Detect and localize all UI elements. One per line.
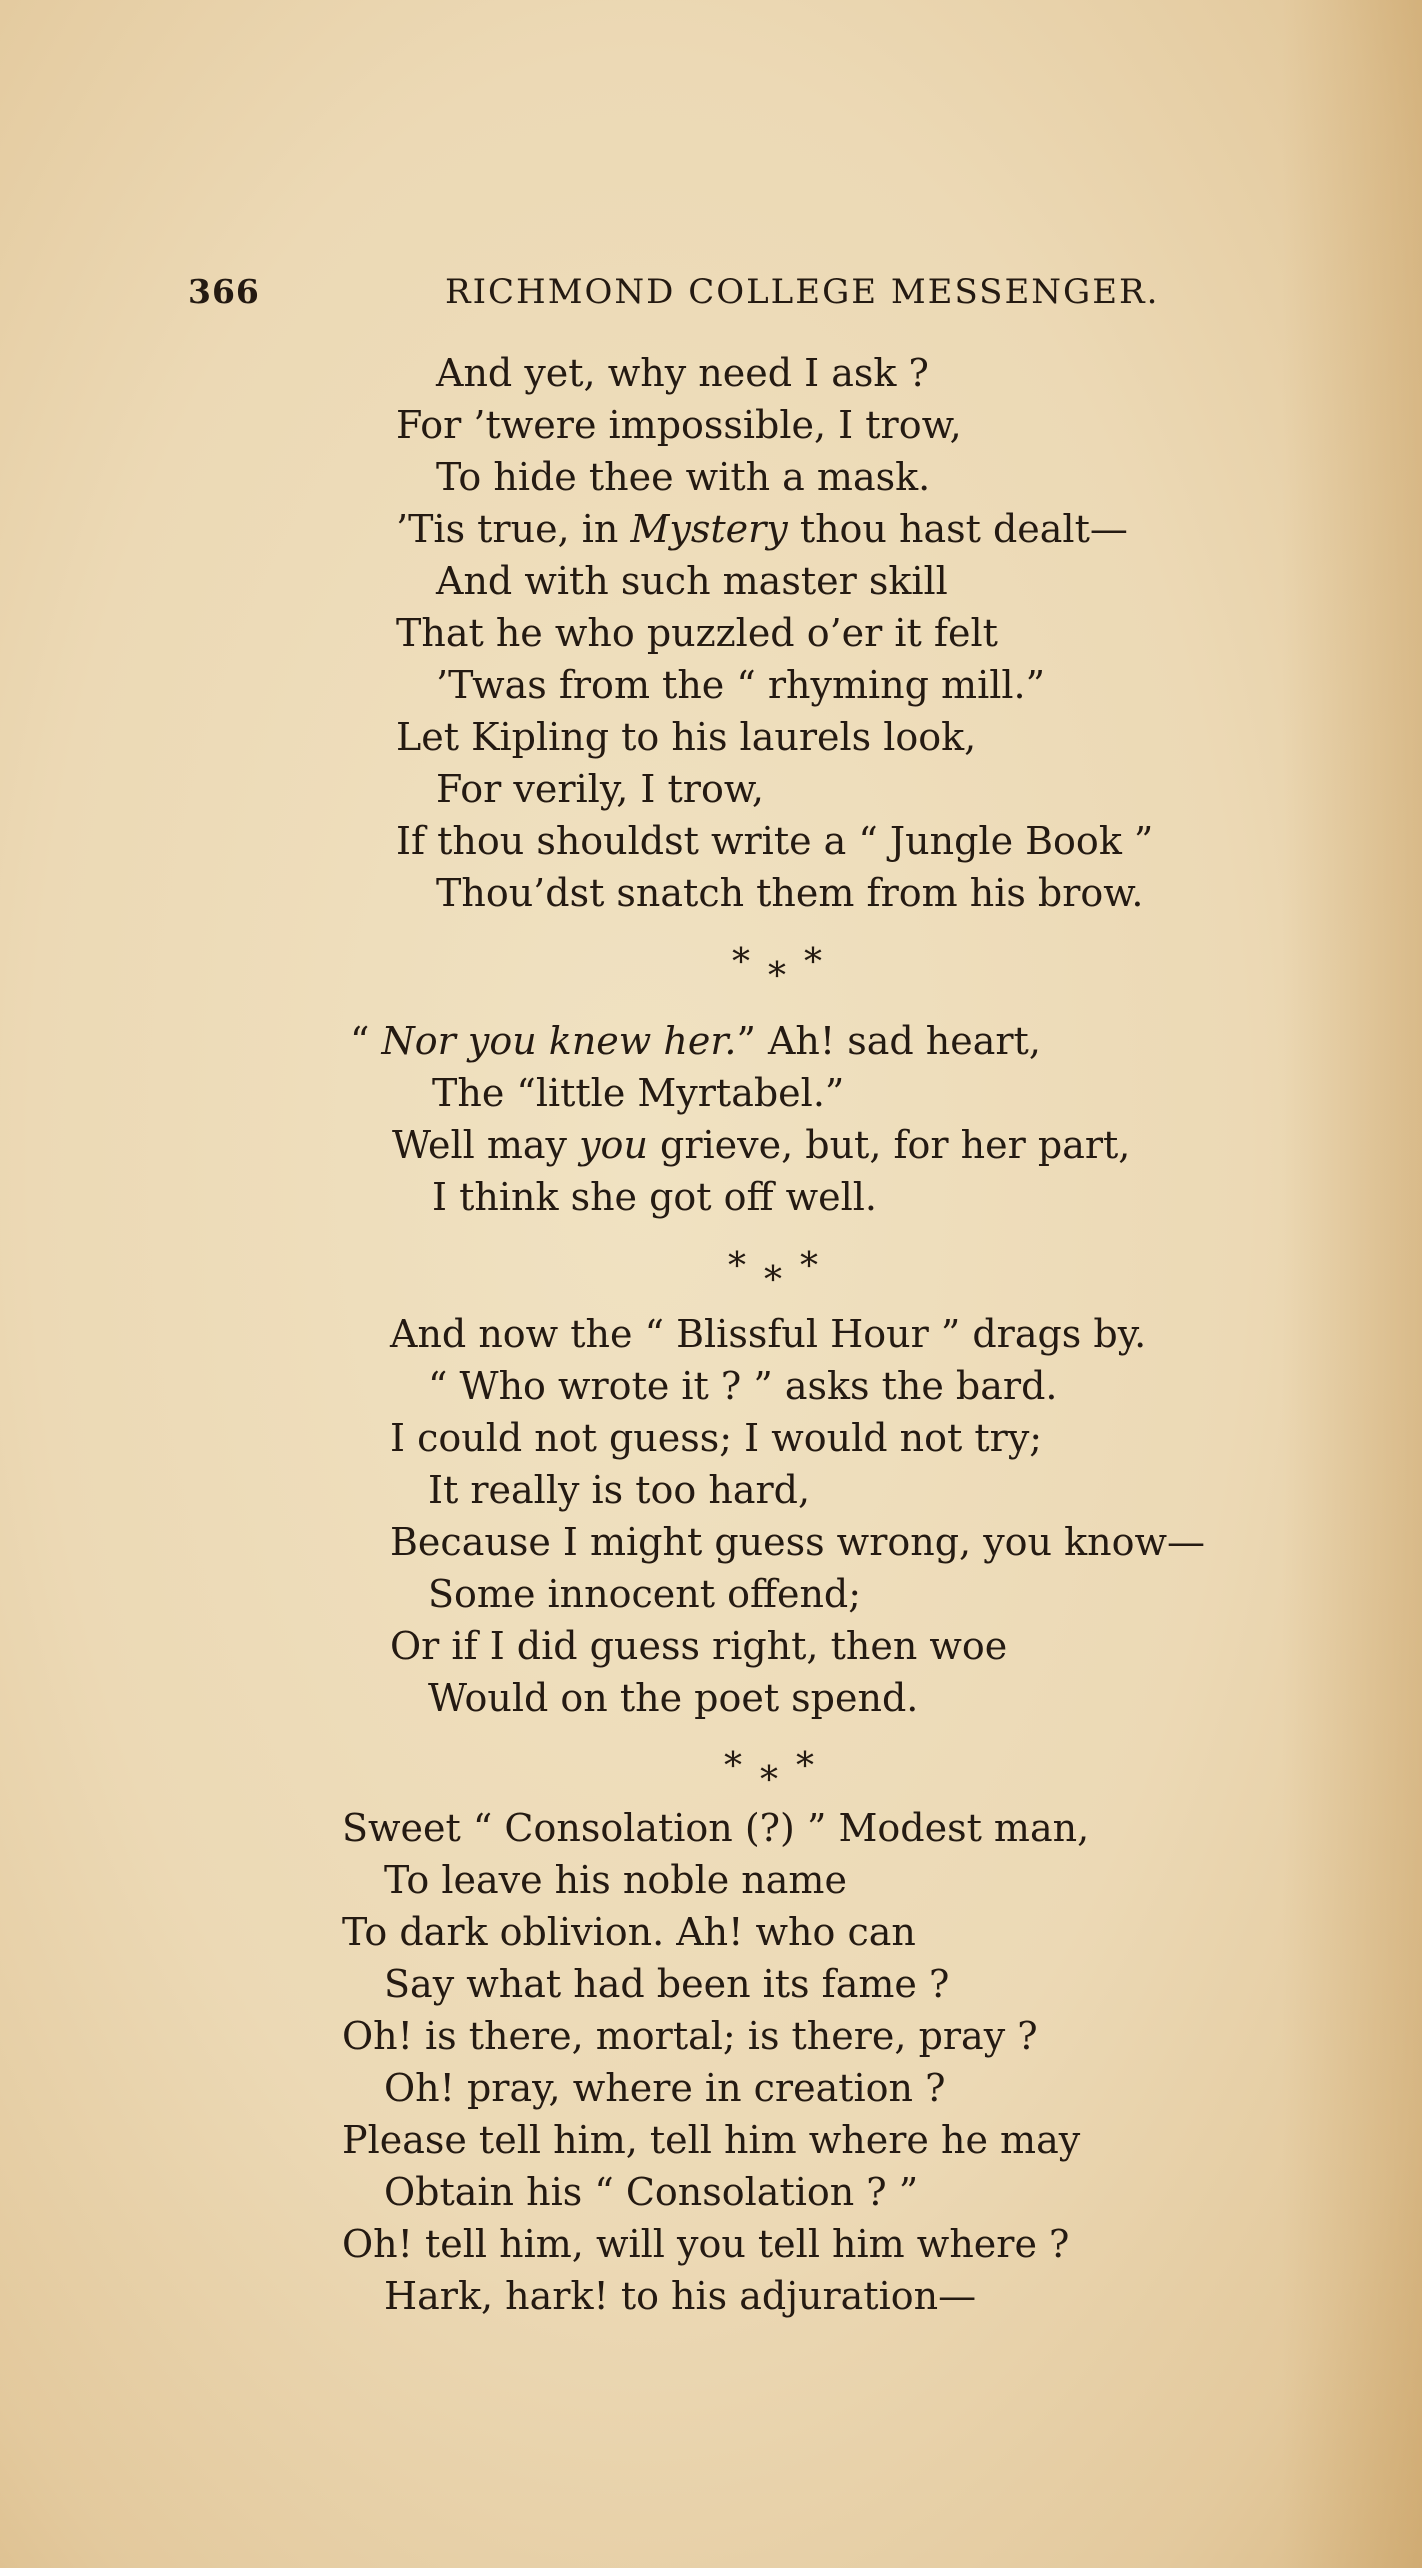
section-divider-asterisks — [728, 1246, 836, 1301]
italic-word: you — [579, 1123, 648, 1167]
poem-line: Or if I did guess right, then woe — [390, 1624, 1008, 1668]
poem-line: Thou’dst snatch them from his brow. — [436, 871, 1144, 915]
asterisk: * — [732, 942, 768, 983]
asterisk: * — [804, 942, 840, 983]
section-divider-asterisks — [732, 942, 840, 997]
poem-line: Obtain his “ Consolation ? ” — [384, 2170, 919, 2214]
section-divider-asterisks — [724, 1746, 832, 1801]
poem-line: Please tell him, tell him where he may — [342, 2118, 1081, 2162]
asterisk: * — [760, 1760, 796, 1801]
poem-line: Oh! pray, where in creation ? — [384, 2066, 946, 2110]
poem-line: And now the “ Blissful Hour ” drags by. — [390, 1312, 1147, 1356]
poem-line — [396, 507, 1128, 551]
asterisk: * — [724, 1746, 760, 1787]
line-text: “ — [350, 1019, 370, 1063]
italic-word: Mystery — [630, 507, 788, 551]
poem-line: Let Kipling to his laurels look, — [396, 715, 977, 759]
poem-line: And with such master skill — [436, 559, 948, 603]
asterisk: * — [768, 956, 804, 997]
poem-line: It really is too hard, — [428, 1468, 811, 1512]
poem-line: Hark, hark! to his adjuration— — [384, 2274, 977, 2318]
poem-line: That he who puzzled o’er it felt — [396, 611, 998, 655]
line-text: grieve, but, for her part, — [660, 1123, 1131, 1167]
asterisk: * — [796, 1746, 832, 1787]
poem-line: For verily, I trow, — [436, 767, 764, 811]
poem-line: Oh! tell him, will you tell him where ? — [342, 2222, 1070, 2266]
poem-line: The “little Myrtabel.” — [432, 1071, 845, 1115]
poem-line: Oh! is there, mortal; is there, pray ? — [342, 2014, 1038, 2058]
poem-line: To dark oblivion. Ah! who can — [342, 1910, 916, 1954]
poem-line — [392, 1123, 1131, 1167]
asterisk: * — [764, 1260, 800, 1301]
line-text: ’Tis true, in — [396, 507, 619, 551]
asterisk: * — [800, 1246, 836, 1287]
running-head: RICHMOND COLLEGE MESSENGER. — [445, 272, 1160, 312]
poem-line: I could not guess; I would not try; — [390, 1416, 1043, 1460]
poem-line: If thou shouldst write a “ Jungle Book ” — [396, 819, 1154, 863]
poem-line: I think she got off well. — [432, 1175, 878, 1219]
poem-line: Some innocent offend; — [428, 1572, 862, 1616]
line-text: ” Ah! sad heart, — [736, 1019, 1041, 1063]
poem-line: Say what had been its fame ? — [384, 1962, 950, 2006]
asterisk: * — [728, 1246, 764, 1287]
poem-line: ’Twas from the “ rhyming mill.” — [436, 663, 1046, 707]
line-text: Well may — [392, 1123, 567, 1167]
italic-phrase: Nor you knew her. — [381, 1019, 737, 1063]
poem-line: Sweet “ Consolation (?) ” Modest man, — [342, 1806, 1090, 1850]
poem-line: And yet, why need I ask ? — [436, 351, 929, 395]
poem-line: To hide thee with a mask. — [436, 455, 931, 499]
page-number: 366 — [188, 272, 260, 311]
line-text: thou hast dealt— — [799, 507, 1128, 551]
poem-line — [350, 1019, 1041, 1063]
poem-line: For ’twere impossible, I trow, — [396, 403, 962, 447]
poem-line: “ Who wrote it ? ” asks the bard. — [428, 1364, 1058, 1408]
poem-line: To leave his noble name — [384, 1858, 847, 1902]
poem-line: Would on the poet spend. — [428, 1676, 919, 1720]
poem-line: Because I might guess wrong, you know— — [390, 1520, 1206, 1564]
page-edge-shading — [1282, 0, 1422, 2568]
